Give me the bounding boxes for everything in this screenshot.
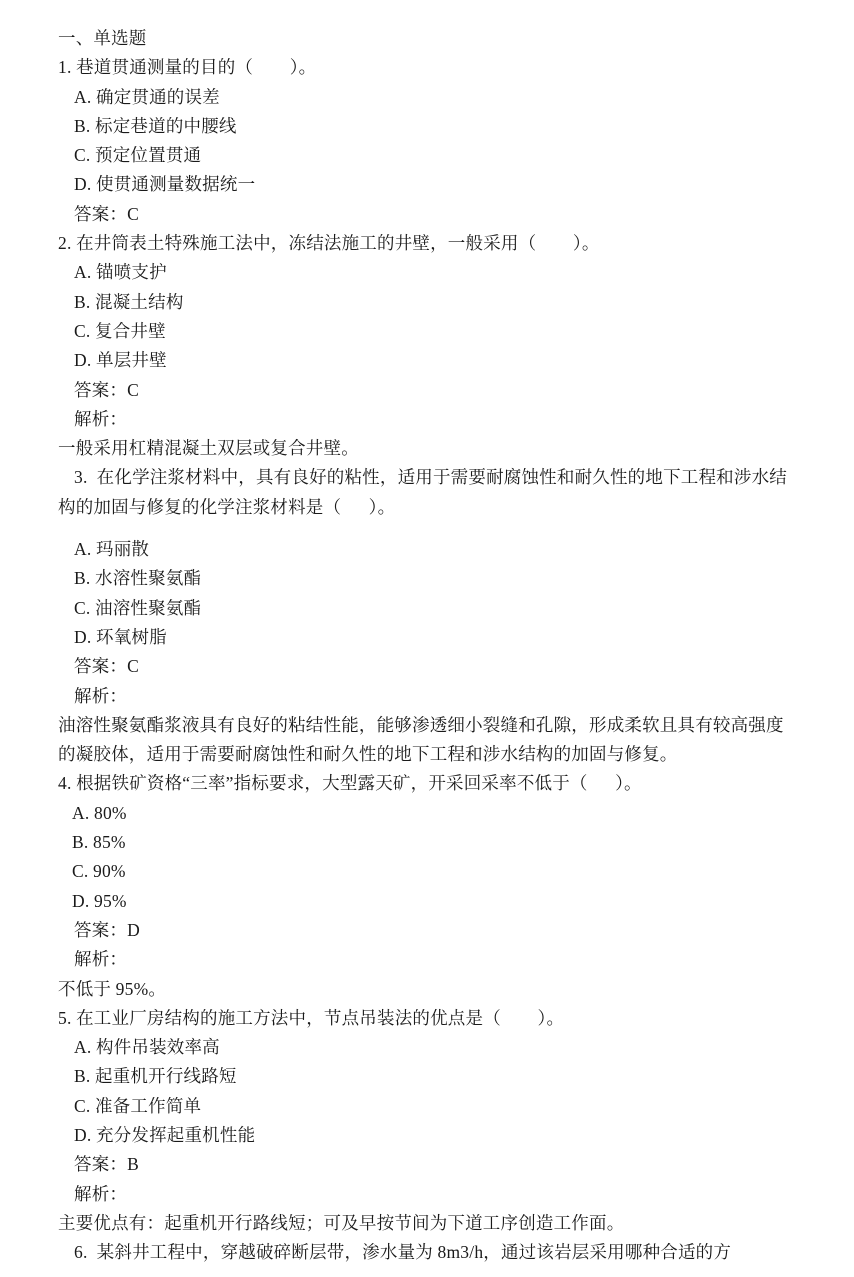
answer-option[interactable]: C. 复合井壁 xyxy=(74,320,166,341)
answer-option[interactable]: C. 准备工作简单 xyxy=(74,1095,202,1116)
explanation-label: 解析： xyxy=(74,685,128,706)
answer-option[interactable]: C. 预定位置贯通 xyxy=(74,145,202,166)
answer-option[interactable]: D. 单层井壁 xyxy=(74,350,167,371)
answer-option[interactable]: A. 锚喷支护 xyxy=(74,262,167,283)
answer-option[interactable]: D. 使贯通测量数据统一 xyxy=(74,174,256,195)
explanation-label: 解析： xyxy=(74,949,128,970)
explanation-text: 主要优点有：起重机开行路线短；可及早按节间为下道工序创造工作面。 xyxy=(58,1212,625,1233)
answer-line: 答案：C xyxy=(74,379,139,400)
explanation-label: 解析： xyxy=(74,408,128,429)
answer-option[interactable]: C. 油溶性聚氨酯 xyxy=(74,597,202,618)
answer-option[interactable]: D. 环氧树脂 xyxy=(74,626,167,647)
explanation-text: 一般采用杠精混凝土双层或复合井壁。 xyxy=(58,438,359,459)
paragraph-spacer xyxy=(56,522,796,535)
answer-line: 答案：C xyxy=(74,656,139,677)
answer-line: 答案：D xyxy=(74,919,140,940)
question-text: 6. 某斜井工程中，穿越破碎断层带，渗水量为 8m3/h，通过该岩层采用哪种合适的方 xyxy=(74,1242,732,1263)
answer-line: 答案：B xyxy=(74,1154,139,1175)
answer-line: 答案：C xyxy=(74,203,139,224)
answer-option[interactable]: A. 确定贯通的误差 xyxy=(74,86,220,107)
question-text: 3. 在化学注浆材料中，具有良好的粘性，适用于需要耐腐蚀性和耐久性的地下工程和涉水结构的加固与修复的化学注浆材料是（ ）。 xyxy=(58,467,787,517)
answer-option[interactable]: A. 玛丽散 xyxy=(74,539,150,560)
question-text: 1. 巷道贯通测量的目的（ ）。 xyxy=(58,57,317,78)
explanation-text: 油溶性聚氨酯浆液具有良好的粘结性能，能够渗透细小裂缝和孔隙，形成柔软且具有较高强度的凝胶体，适用于需要耐腐蚀性和耐久性的地下工程和涉水结构的加固与修复。 xyxy=(58,714,784,765)
question-text: 5. 在工业厂房结构的施工方法中，节点吊装法的优点是（ ）。 xyxy=(58,1007,565,1028)
question-text: 4. 根据铁矿资格“三率”指标要求，大型露天矿，开采回采率不低于（ ）。 xyxy=(58,773,642,794)
answer-option[interactable]: D. 95% xyxy=(72,890,127,911)
explanation-label: 解析： xyxy=(74,1183,128,1204)
question-list xyxy=(56,53,796,1267)
answer-option[interactable]: B. 标定巷道的中腰线 xyxy=(74,115,237,136)
answer-option[interactable]: B. 混凝土结构 xyxy=(74,291,184,312)
question-text: 2. 在井筒表土特殊施工法中，冻结法施工的井壁，一般采用（ ）。 xyxy=(58,233,600,254)
answer-option[interactable]: B. 起重机开行线路短 xyxy=(74,1066,237,1087)
answer-option[interactable]: B. 85% xyxy=(72,832,126,853)
answer-option[interactable]: B. 水溶性聚氨酯 xyxy=(74,568,202,589)
explanation-text: 不低于 95%。 xyxy=(58,978,167,999)
answer-option[interactable]: A. 构件吊装效率高 xyxy=(74,1037,220,1058)
answer-option[interactable]: D. 充分发挥起重机性能 xyxy=(74,1124,256,1145)
answer-option[interactable]: A. 80% xyxy=(72,802,127,823)
section-title: 一、单选题 xyxy=(58,28,147,48)
answer-option[interactable]: C. 90% xyxy=(72,861,126,882)
